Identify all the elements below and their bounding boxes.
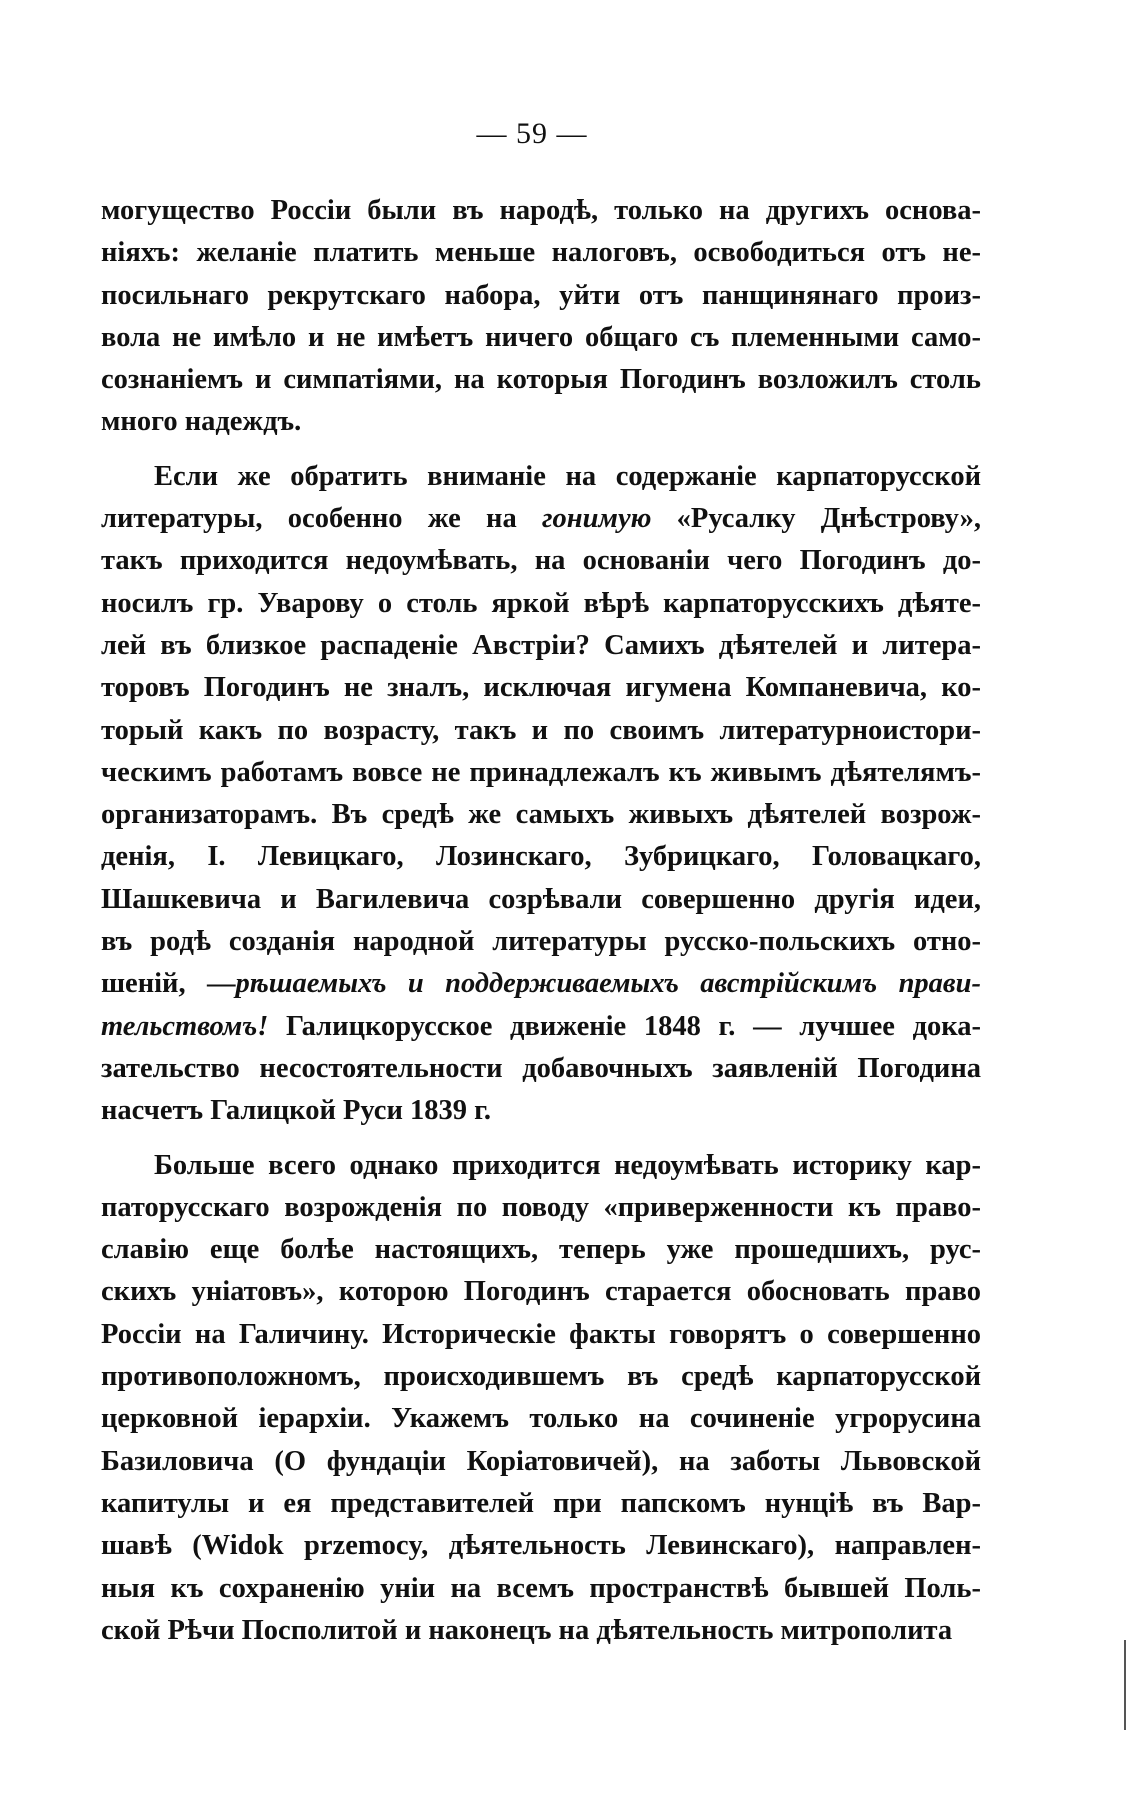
text-line: торовъ Погодинъ не зналъ, исключая игумена Компаневича, ко- [101, 672, 981, 704]
text-line: въ родѣ созданія народной литературы русско-польскихъ отно- [101, 926, 981, 958]
text-run: литературы, особенно же на [101, 503, 542, 535]
text-line: вола не имѣло и не имѣетъ ничего общаго съ племенными само- [101, 321, 981, 353]
text-line: торый какъ по возрасту, такъ и по своимъ литературноистори- [101, 714, 981, 746]
text-line: носилъ гр. Уварову о столь яркой вѣрѣ карпаторусскихъ дѣяте- [101, 587, 981, 619]
text-line [101, 1006, 981, 1048]
body-text [101, 190, 981, 1664]
text-line [101, 498, 981, 540]
text-line: ныя къ сохраненію уніи на всемъ пространствѣ бывшей Поль- [101, 1572, 981, 1604]
text-line: лей въ близкое распаденіе Австріи? Самихъ дѣятелей и литера- [101, 629, 981, 661]
text-line: денія, І. Левицкаго, Лозинскаго, Зубрицкаго, Головацкаго, [101, 841, 981, 873]
text-line: посильнаго рекрутскаго набора, уйти отъ панщинянаго произ- [101, 279, 981, 311]
text-line: славію еще болѣе настоящихъ, теперь уже прошедшихъ, рус- [101, 1234, 981, 1266]
text-line: Если же обратить вниманіе на содержаніе карпаторусской [154, 460, 981, 492]
paragraph [101, 456, 981, 1133]
text-line: капитулы и ея представителей при папскомъ нунціѣ въ Вар- [101, 1487, 981, 1519]
text-run: Галицкорусское движеніе 1848 г. — лучшее дока- [268, 1010, 981, 1042]
italic-text: гонимую [541, 503, 652, 535]
text-line: сознаніемъ и симпатіями, на которыя Погодинъ возложилъ столь [101, 364, 981, 396]
text-line: ніяхъ: желаніе платить меньше налоговъ, освободиться отъ не- [101, 237, 981, 269]
paragraph [101, 1145, 981, 1653]
text-line: церковной іерархіи. Укажемъ только на сочиненіе угрорусина [101, 1403, 981, 1435]
scan-margin-mark [1124, 1640, 1126, 1730]
text-line: ской Рѣчи Посполитой и наконецъ на дѣятельность митрополита [101, 1614, 953, 1646]
text-line: Россіи на Галичину. Историческіе факты говорятъ о совершенно [101, 1318, 981, 1350]
italic-text: рѣшаемыхъ и поддерживаемыхъ австрійскимъ прави- [235, 968, 981, 1000]
text-line: противоположномъ, происходившемъ въ средѣ карпаторусской [101, 1361, 981, 1393]
text-line: паторусскаго возрожденія по поводу «приверженности къ право- [101, 1191, 981, 1223]
text-line: много надеждъ. [101, 406, 302, 438]
text-line: Базиловича (О фундаціи Коріатовичей), на заботы Львовской [101, 1445, 981, 1477]
text-line: ческимъ работамъ вовсе не принадлежалъ къ живымъ дѣятелямъ- [101, 756, 981, 788]
text-line [101, 963, 981, 1005]
text-run: «Русалку Днѣстрову», [651, 503, 981, 535]
page-number: — 59 — [476, 117, 588, 150]
text-line: организаторамъ. Въ средѣ же самыхъ живыхъ дѣятелей возрож- [101, 799, 981, 831]
italic-text: тельствомъ! [101, 1010, 269, 1042]
text-line: шавѣ (Widok przemocy, дѣятельность Левинскаго), направлен- [101, 1530, 981, 1562]
text-line: Шашкевича и Вагилевича созрѣвали совершенно другія идеи, [101, 883, 981, 915]
text-line: скихъ уніатовъ», которою Погодинъ старается обосновать право [101, 1276, 981, 1308]
text-line: могущество Россіи были въ народѣ, только на другихъ основа- [101, 195, 981, 226]
text-line: такъ приходится недоумѣвать, на основаніи чего Погодинъ до- [101, 545, 981, 577]
text-line: Больше всего однако приходится недоумѣвать историку кар- [154, 1149, 981, 1181]
text-run: шеній, — [101, 968, 236, 1000]
text-line: зательство несостоятельности добавочныхъ заявленій Погодина [101, 1052, 981, 1084]
text-line: насчетъ Галицкой Руси 1839 г. [101, 1095, 491, 1127]
paragraph [101, 190, 981, 444]
